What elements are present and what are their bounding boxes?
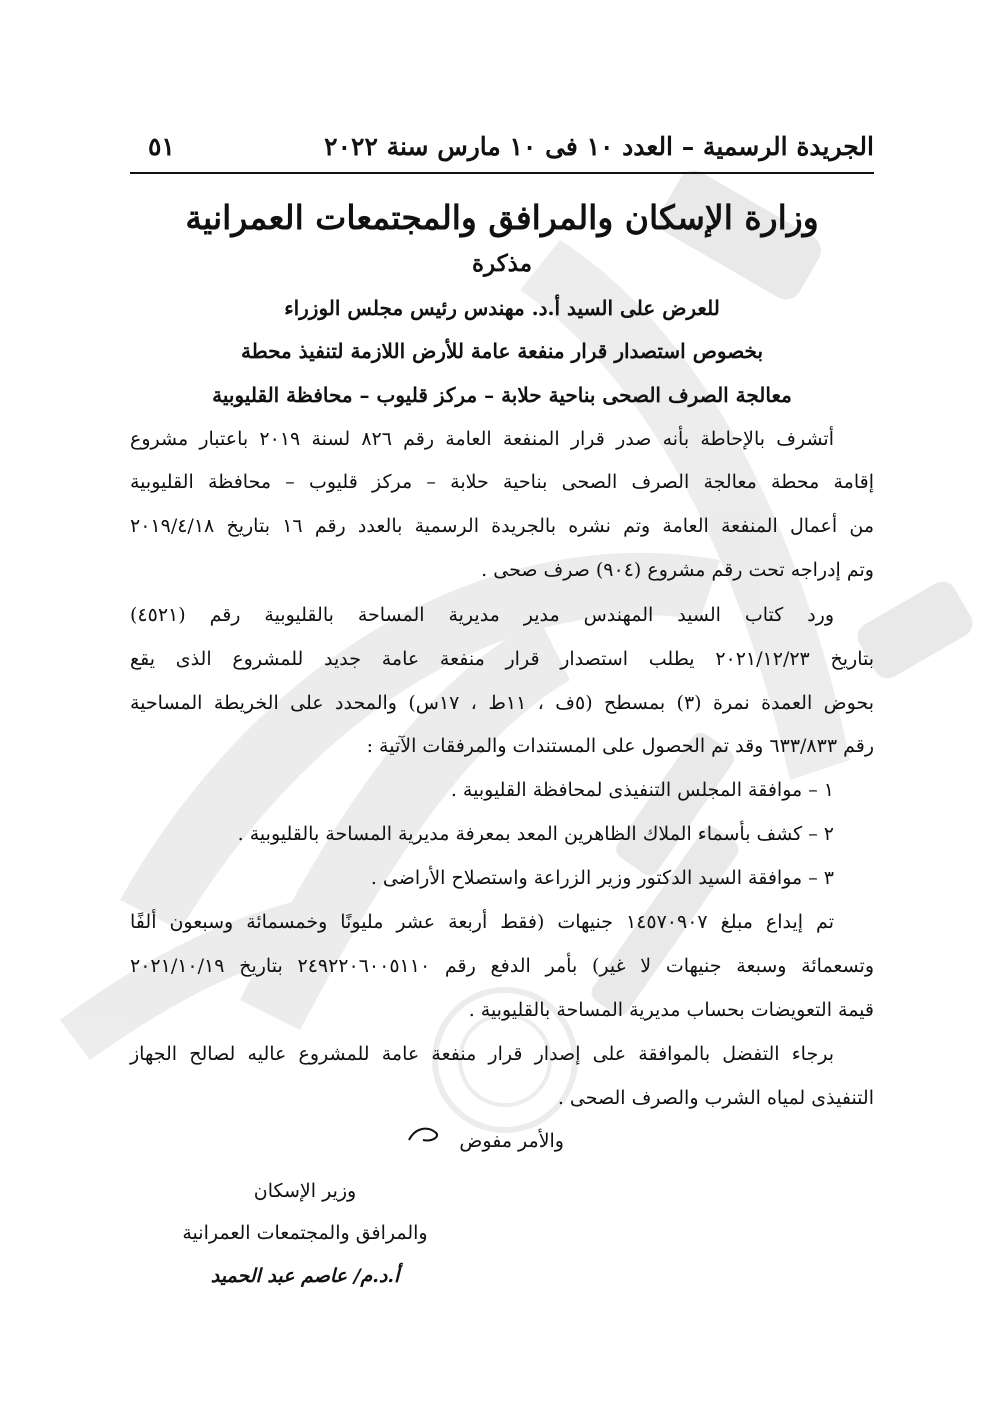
paragraph-line: ورد كتاب السيد المهندس مدير مديرية المساحة بالقليوبية رقم (٤٥٢١) — [130, 604, 834, 626]
page-header — [130, 130, 874, 174]
subject-line: للعرض على السيد أ.د. مهندس رئيس مجلس الوزراء — [284, 296, 720, 320]
paragraph-line: برجاء التفضل بالموافقة على إصدار قرار منفعة عامة للمشروع عاليه لصالح الجهاز — [130, 1043, 834, 1065]
signatory-name: أ.د.م/ عاصم عبد الحميد — [210, 1265, 400, 1287]
signatory-title: وزير الإسكان — [253, 1180, 357, 1202]
page-number: ٥١ — [148, 132, 175, 161]
paragraph-line: إقامة محطة معالجة الصرف الصحى بناحية حلابة – مركز قليوب – محافظة القليوبية — [130, 471, 874, 493]
paragraph-line: بتاريخ ٢٠٢١/١٢/٢٣ يطلب استصدار قرار منفعة عامة جديد للمشروع الذى يقع — [130, 648, 875, 670]
list-item: ١ – موافقة المجلس التنفيذى لمحافظة القليوبية . — [450, 779, 834, 801]
subject-line: معالجة الصرف الصحى بناحية حلابة – مركز قليوب – محافظة القليوبية — [212, 383, 792, 407]
paragraph-line: وتم إدراجه تحت رقم مشروع (٩٠٤) صرف صحى . — [481, 559, 874, 581]
paragraph-line: التنفيذى لمياه الشرب والصرف الصحى . — [557, 1087, 874, 1109]
paragraph-line: وتسعمائة وسبعة جنيهات لا غير) بأمر الدفع رقم ٢٤٩٢٢٠٦٠٠٥١١٠ بتاريخ ٢٠٢١/١٠/١٩ — [130, 955, 875, 977]
list-item: ٢ – كشف بأسماء الملاك الظاهرين المعد بمعرفة مديرية المساحة بالقليوبية . — [237, 823, 834, 845]
initials-squiggle — [405, 1120, 445, 1150]
paragraph-line: بحوض العمدة نمرة (٣) بمسطح (٥ف ، ١١ط ، ١٧س) والمحدد على الخريطة المساحية — [130, 692, 874, 714]
paragraph-line: من أعمال المنفعة العامة وتم نشره بالجريدة الرسمية بالعدد رقم ١٦ بتاريخ ٢٠١٩/٤/١٨ — [130, 515, 874, 537]
signatory-title: والمرافق والمجتمعات العمرانية — [182, 1222, 428, 1244]
paragraph-line: أتشرف بالإحاطة بأنه صدر قرار المنفعة العامة رقم ٨٢٦ لسنة ٢٠١٩ باعتبار مشروع — [130, 428, 834, 450]
subject-line: بخصوص استصدار قرار منفعة عامة للأرض اللازمة لتنفيذ محطة — [240, 339, 764, 363]
ministry-title: وزارة الإسكان والمرافق والمجتمعات العمرانية — [185, 198, 819, 237]
memo-label: مذكرة — [471, 250, 533, 277]
closing-text: والأمر مفوض — [459, 1130, 564, 1152]
list-item: ٣ – موافقة السيد الدكتور وزير الزراعة واستصلاح الأراضى . — [370, 867, 834, 889]
paragraph-line: تم إيداع مبلغ ١٤٥٧٠٩٠٧ جنيهات (فقط أربعة عشر مليونًا وخمسمائة وسبعون ألفًا — [130, 911, 834, 933]
gazette-title: الجريدة الرسمية – العدد ١٠ فى ١٠ مارس سنة ٢٠٢٢ — [324, 132, 874, 161]
paragraph-line: رقم ٦٣٣/٨٣٣ وقد تم الحصول على المستندات والمرفقات الآتية : — [366, 735, 874, 757]
paragraph-line: قيمة التعويضات بحساب مديرية المساحة بالقليوبية . — [468, 999, 874, 1021]
